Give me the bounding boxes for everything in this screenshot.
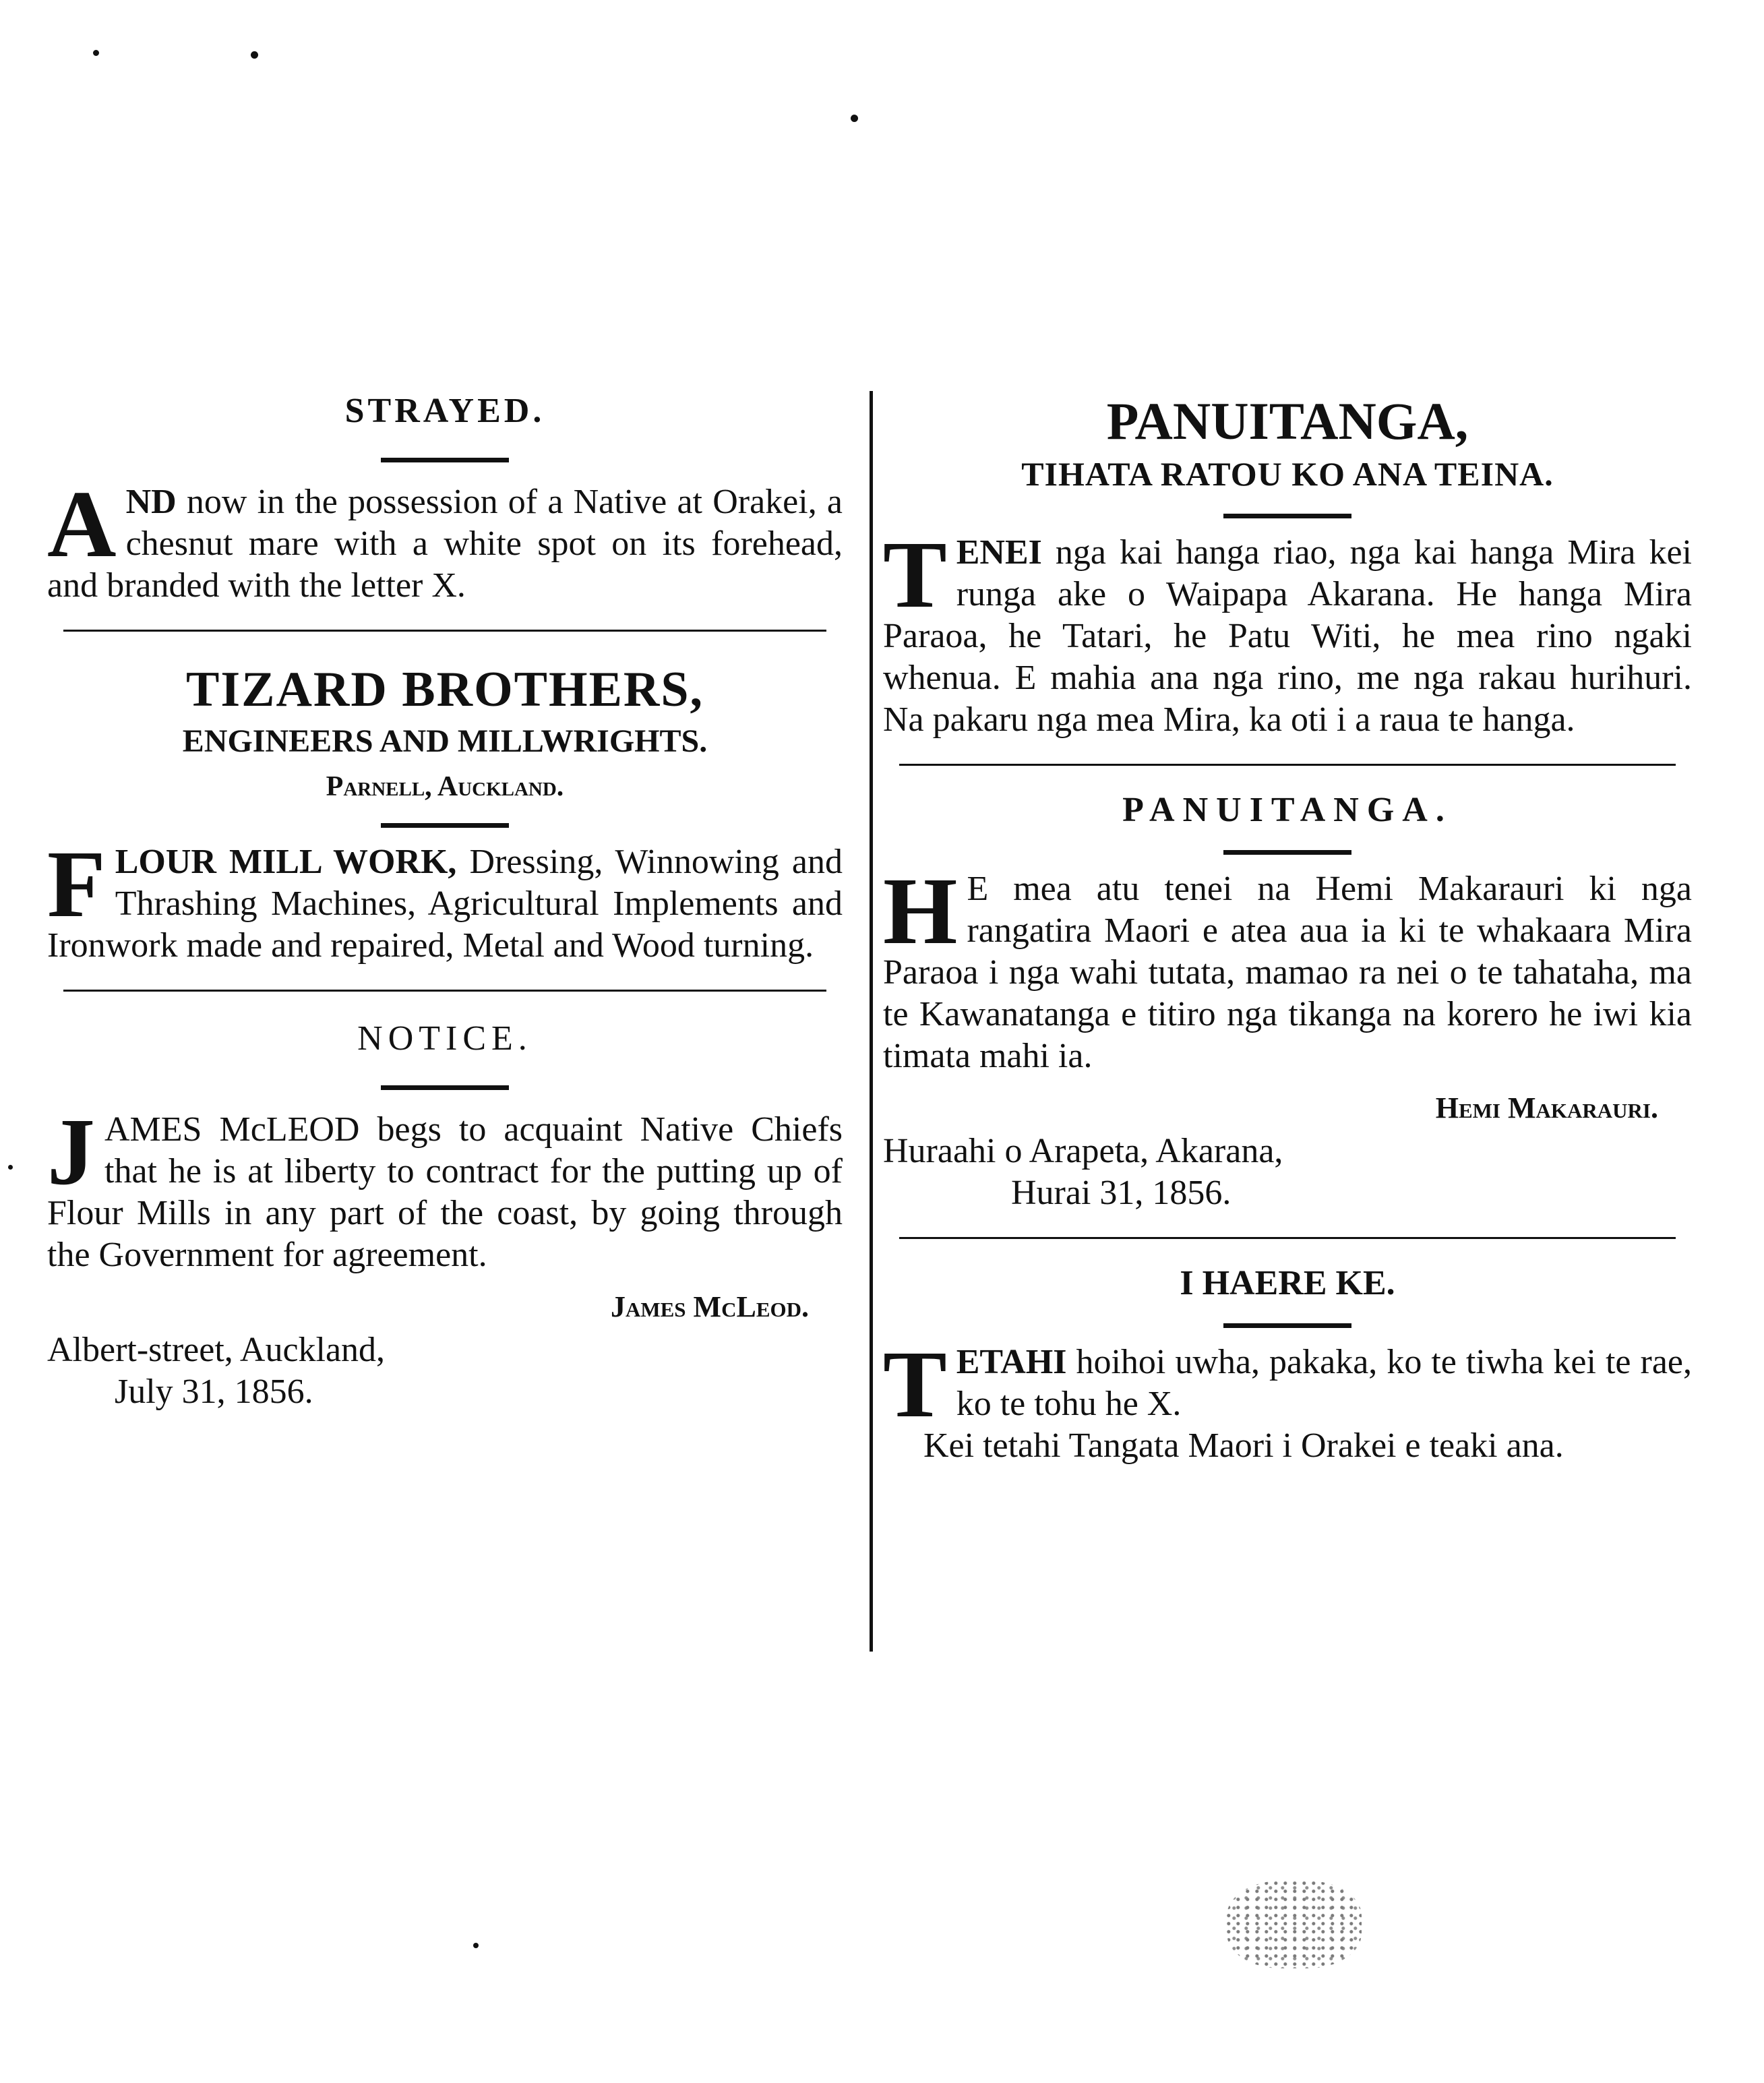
drop-cap: F (47, 831, 106, 937)
heading-rule (1223, 1323, 1351, 1328)
strayed-notice (47, 391, 843, 632)
ihaere-body (883, 1331, 1692, 1437)
section-divider (899, 764, 1676, 766)
section-divider (63, 630, 826, 632)
lead-word: ND (125, 483, 177, 521)
tizard-subheading: ENGINEERS AND MILLWRIGHTS. (182, 723, 708, 759)
ink-speck (851, 115, 858, 122)
lead-word: AMES McLEOD (104, 1110, 360, 1149)
panui1-subheading: TIHATA RATOU KO ANA TEINA. (1021, 455, 1554, 493)
ink-speck (251, 51, 258, 59)
section-divider (899, 1237, 1676, 1239)
panui1-body (883, 521, 1692, 741)
right-column (883, 378, 1692, 1467)
notice-address (47, 1329, 843, 1413)
ink-smudge (1227, 1881, 1362, 1968)
panui2-heading: PANUITANGA. (1122, 791, 1453, 829)
heading-rule (381, 1085, 509, 1090)
date-line: July 31, 1856. (115, 1372, 313, 1411)
ihaere-text: hoihoi uwha, pakaka, ko te tiwha kei te rae, ko te tohu he X. (956, 1343, 1692, 1423)
tizard-body (47, 831, 843, 967)
heading-rule (1223, 514, 1351, 518)
heading-rule (1223, 850, 1351, 855)
mcleod-notice (47, 1019, 843, 1413)
panui2-signature: Hemi Makarauri. (1435, 1091, 1658, 1124)
ihaere-body2: Kei tetahi Tangata Maori i Orakei e teaki ana. (923, 1426, 1564, 1465)
i-haere-ke (883, 1263, 1692, 1467)
ink-speck (473, 1943, 479, 1948)
lead-word: LOUR MILL WORK, (115, 843, 457, 881)
tizard-advert (47, 661, 843, 992)
heading-rule (381, 823, 509, 828)
panuitanga-tihata (883, 391, 1692, 766)
drop-cap: T (883, 521, 947, 628)
address-line: Huraahi o Arapeta, Akarana, (883, 1132, 1283, 1170)
notice-text: begs to acquaint Native Chiefs that he is at liberty to contract for the putting up of Flour Mills in any part of the coast, by going through the Government for agreement. (47, 1110, 843, 1274)
strayed-body (47, 471, 843, 607)
date-line: Hurai 31, 1856. (1011, 1174, 1231, 1212)
panui2-text: mea atu tenei na Hemi Makarauri ki nga rangatira Maori e atea aua ia ki te whakaara Mira Paraoa i nga wahi tutata, mamao ra nei o te tahataha, ma te Kawanatanga e titiro nga tikanga na korero he iwi kia timata mahi ia. (883, 870, 1692, 1075)
heading-rule (381, 458, 509, 462)
panui1-heading: PANUITANGA, (1106, 392, 1469, 450)
ink-speck (8, 1165, 13, 1170)
column-divider (870, 391, 873, 1652)
panui2-address (883, 1130, 1692, 1214)
lead-word: E (967, 870, 989, 908)
panui1-text: nga kai hanga riao, nga kai hanga Mira kei runga ake o Waipapa Akarana. He hanga Mira Paraoa, he Tatari, he Patu Witi, he mea rino ngaki whenua. E mahia ana nga rino, me nga rakau hurihuri. Na pakaru nga mea Mira, ka oti i a raua te hanga. (883, 533, 1692, 739)
ink-speck (93, 50, 99, 56)
notice-body (47, 1098, 843, 1276)
tizard-location: Parnell, Auckland. (326, 771, 564, 802)
ihaere-heading: I HAERE KE. (1180, 1264, 1395, 1302)
strayed-heading: STRAYED. (344, 392, 545, 430)
lead-word: ETAHI (956, 1343, 1067, 1381)
drop-cap: A (47, 471, 117, 577)
strayed-text: now in the possession of a Native at Orakei, a chesnut mare with a white spot on its forehead, and branded with the letter X. (47, 483, 843, 605)
drop-cap: H (883, 857, 958, 964)
tizard-heading: TIZARD BROTHERS, (185, 662, 704, 717)
lead-word: ENEI (956, 533, 1042, 572)
notice-signature: James McLeod. (610, 1290, 809, 1323)
left-column (47, 378, 843, 1413)
panuitanga-makarauri (883, 790, 1692, 1239)
tizard-text: Dressing, Winnowing and Thrashing Machines, Agricultural Implements and Ironwork made and repaired, Metal and Wood turning. (47, 843, 843, 965)
address-line: Albert-street, Auckland, (47, 1331, 386, 1369)
section-divider (63, 990, 826, 992)
drop-cap: T (883, 1331, 947, 1437)
drop-cap: J (47, 1098, 95, 1205)
notice-heading: NOTICE. (357, 1019, 533, 1058)
panui2-body (883, 857, 1692, 1077)
